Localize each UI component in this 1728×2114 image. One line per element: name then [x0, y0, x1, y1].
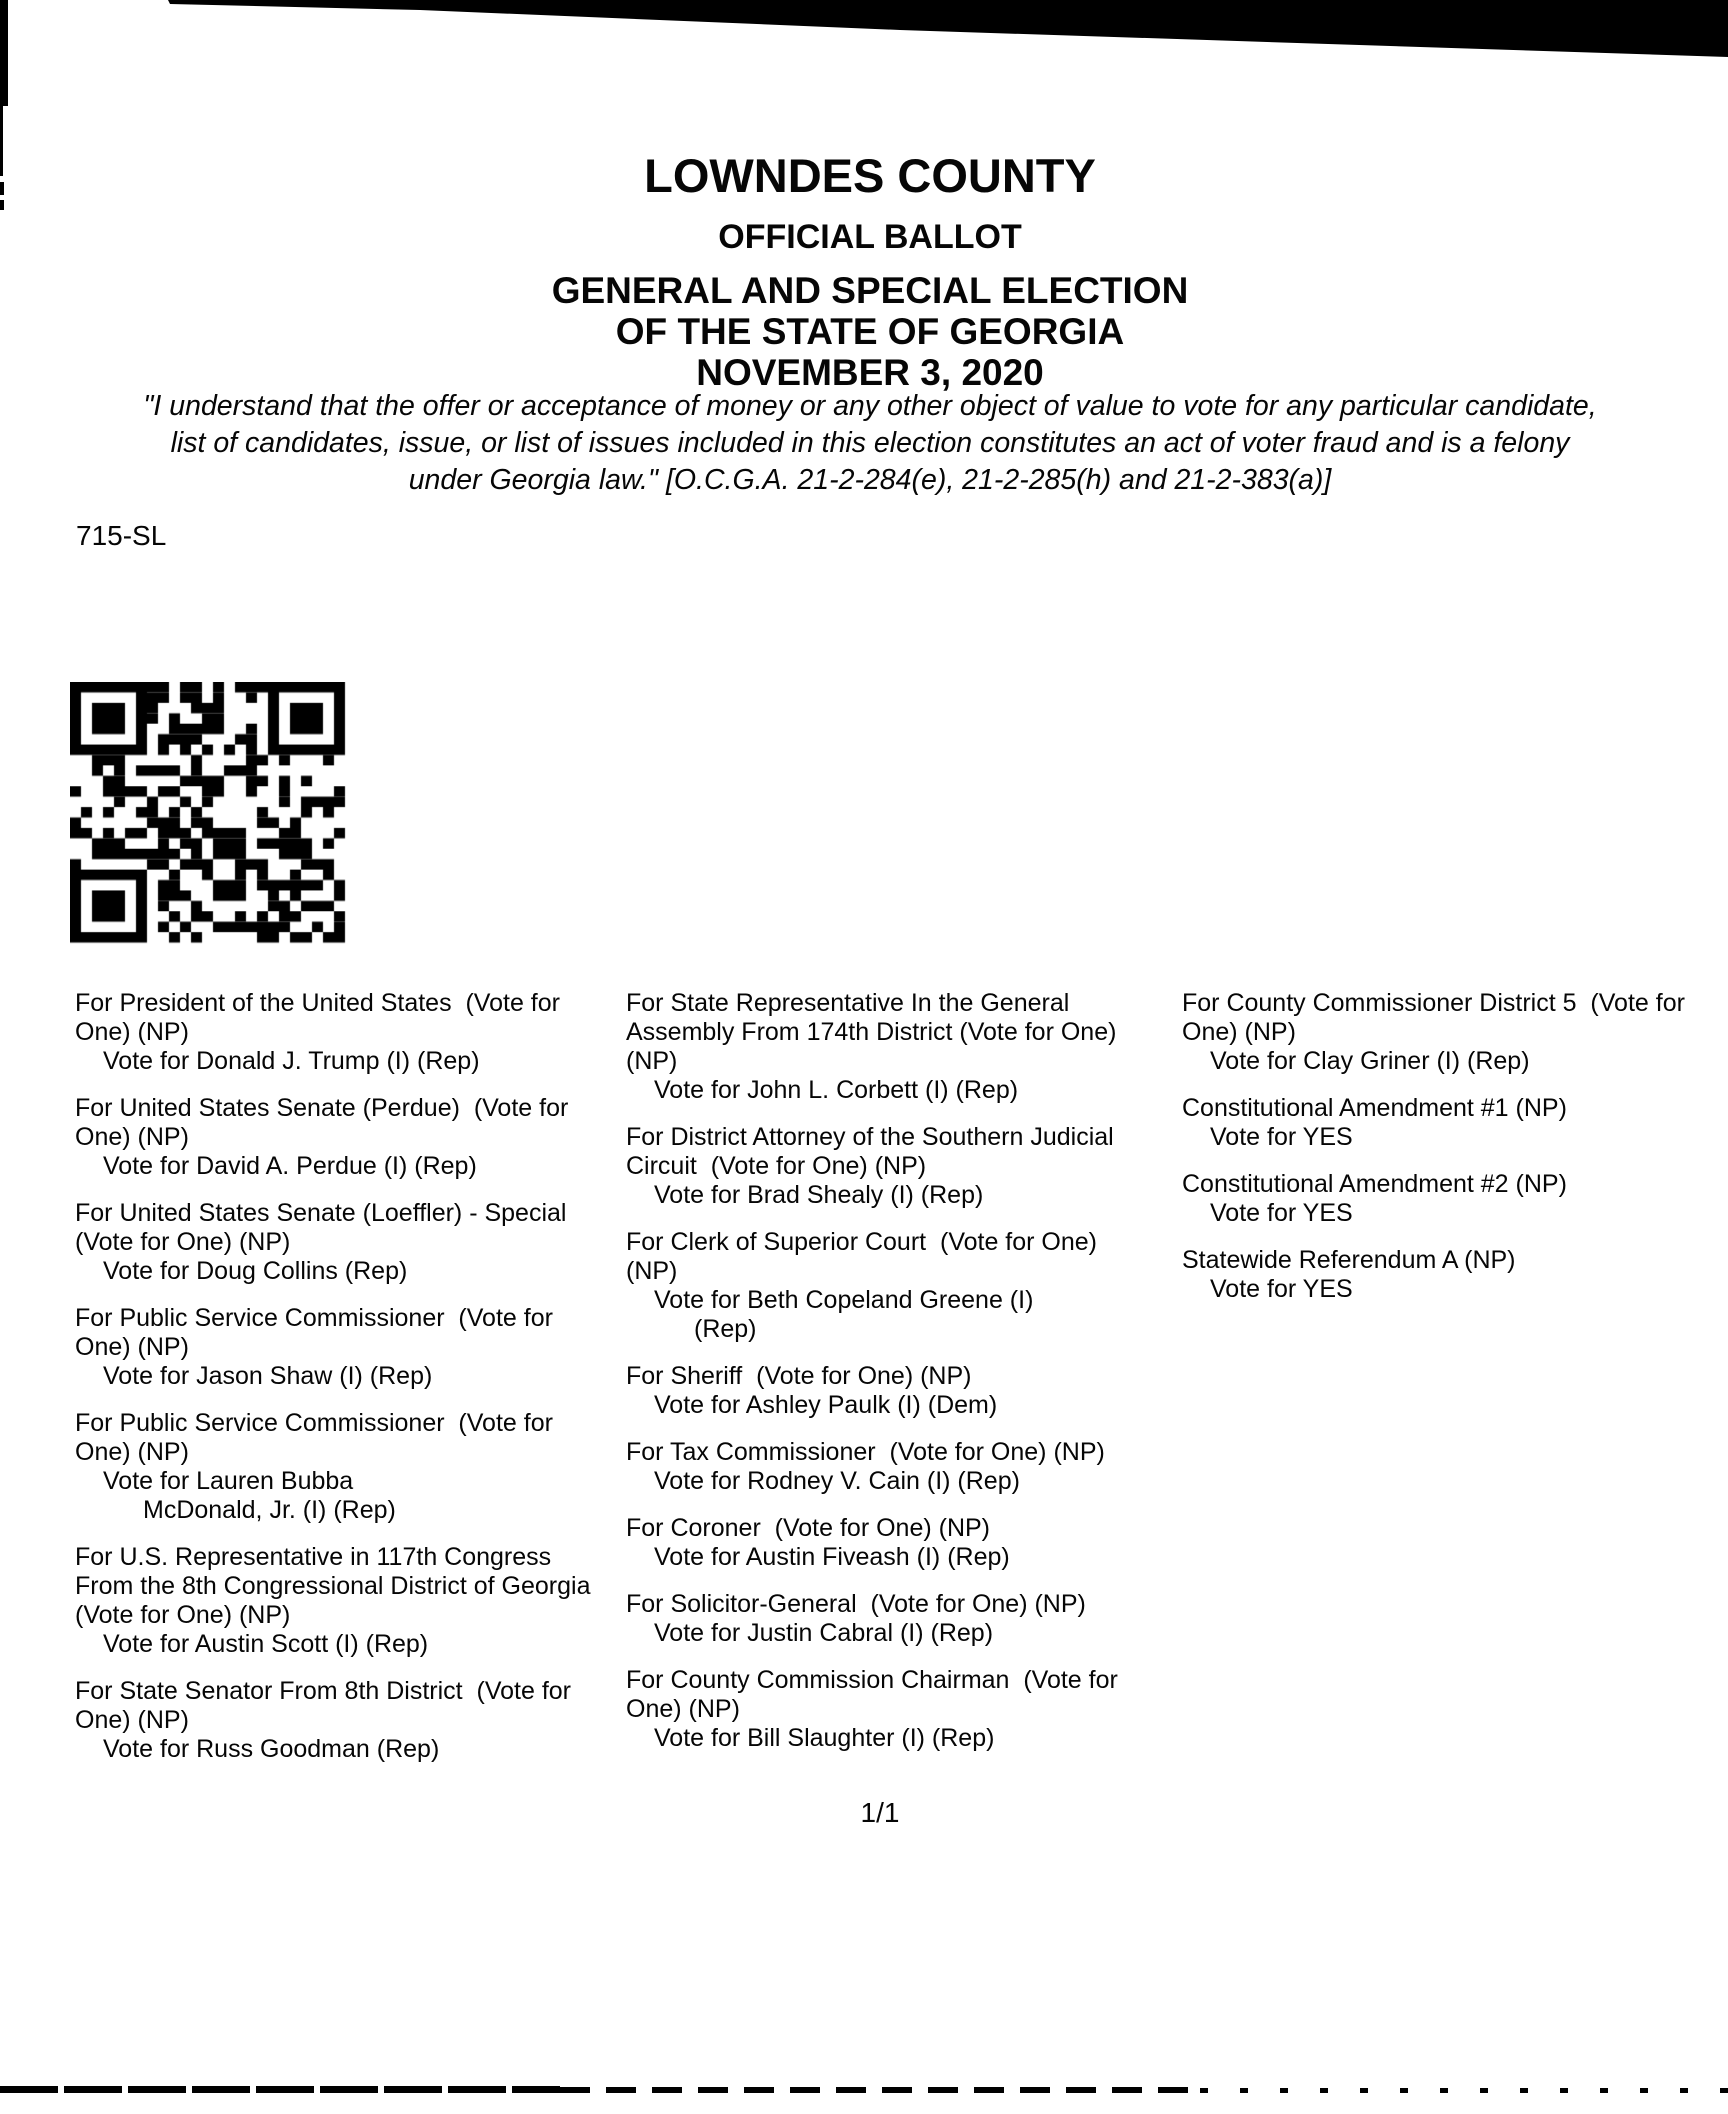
contest-title: For Solicitor-General (Vote for One) (NP): [626, 1590, 1086, 1618]
contest-vote: Vote for Clay Griner (I) (Rep): [1210, 1047, 1530, 1075]
contest-referendum-a: [1182, 1246, 1704, 1304]
contest-title: For State Representative In the General Assembly From 174th District (Vote for One) (NP): [626, 989, 1124, 1075]
contest-title: For United States Senate (Loeffler) - Special (Vote for One) (NP): [75, 1199, 581, 1256]
contest-vote: Vote for Ashley Paulk (I) (Dem): [654, 1391, 998, 1419]
ballot-type-title: OFFICIAL BALLOT: [718, 218, 1022, 256]
contest-vote: Vote for Donald J. Trump (I) (Rep): [103, 1047, 480, 1075]
contest-title: For Coroner (Vote for One) (NP): [626, 1514, 991, 1542]
contest-vote: Vote for YES: [1210, 1199, 1353, 1227]
contest-state-rep: [626, 989, 1138, 1105]
contest-solicitor-general: [626, 1590, 1138, 1648]
election-title-line1: GENERAL AND SPECIAL ELECTION: [551, 270, 1189, 311]
contest-title: For Tax Commissioner (Vote for One) (NP): [626, 1438, 1105, 1466]
election-title-line2: OF THE STATE OF GEORGIA: [615, 311, 1125, 352]
contest-vote-continued: McDonald, Jr. (I) (Rep): [143, 1496, 396, 1524]
contest-vote: Vote for YES: [1210, 1275, 1353, 1303]
contest-us-rep-117th: [75, 1543, 598, 1659]
contest-title: Statewide Referendum A (NP): [1182, 1246, 1516, 1274]
scan-artifact-top-edge: [0, 0, 1728, 60]
contest-vote: Vote for David A. Perdue (I) (Rep): [103, 1152, 477, 1180]
contest-vote-continued: (Rep): [694, 1315, 757, 1343]
ballot-header: [0, 150, 1728, 393]
disclaimer-line-2: list of candidates, issue, or list of issues included in this election constitutes an act of voter fraud and is a felony: [170, 427, 1570, 459]
scan-artifact-bottom-edge: [1200, 2088, 1728, 2093]
contest-vote: Vote for Brad Shealy (I) (Rep): [654, 1181, 984, 1209]
contest-title: For County Commissioner District 5 (Vote for One) (NP): [1182, 989, 1692, 1046]
contest-title: For United States Senate (Perdue) (Vote for One) (NP): [75, 1094, 576, 1151]
contest-title: Constitutional Amendment #1 (NP): [1182, 1094, 1567, 1122]
contest-vote: Vote for Austin Scott (I) (Rep): [103, 1630, 429, 1658]
scan-artifact-bottom-edge: [0, 2086, 560, 2093]
contest-vote: Vote for Beth Copeland Greene (I): [654, 1286, 1034, 1314]
contest-column-2: [626, 989, 1138, 1771]
ballot-style-code: 715-SL: [76, 520, 167, 551]
contest-vote: Vote for Justin Cabral (I) (Rep): [654, 1619, 994, 1647]
contest-state-senator: [75, 1677, 591, 1764]
contest-us-senate-perdue: [75, 1094, 591, 1181]
scan-artifact-bottom-edge: [560, 2087, 1200, 2093]
contest-title: For District Attorney of the Southern Judicial Circuit (Vote for One) (NP): [626, 1123, 1121, 1180]
disclaimer-line-3: under Georgia law." [O.C.G.A. 21-2-284(e), 21-2-285(h) and 21-2-383(a)]: [408, 464, 1332, 496]
contest-vote: Vote for John L. Corbett (I) (Rep): [654, 1076, 1019, 1104]
contest-vote: Vote for Russ Goodman (Rep): [103, 1735, 440, 1763]
contest-vote: Vote for YES: [1210, 1123, 1353, 1151]
county-title: LOWNDES COUNTY: [644, 149, 1096, 202]
contest-title: Constitutional Amendment #2 (NP): [1182, 1170, 1567, 1198]
contest-us-senate-loeffler: [75, 1199, 591, 1286]
contest-column-3: [1182, 989, 1704, 1322]
contest-clerk-superior-court: [626, 1228, 1138, 1344]
contest-district-attorney: [626, 1123, 1138, 1210]
election-date: NOVEMBER 3, 2020: [696, 352, 1044, 393]
contest-tax-commissioner: [626, 1438, 1138, 1496]
contest-president: [75, 989, 591, 1076]
contest-psc-1: [75, 1304, 591, 1391]
contest-title: For State Senator From 8th District (Vote for One) (NP): [75, 1677, 578, 1734]
contest-sheriff: [626, 1362, 1138, 1420]
voter-fraud-disclaimer: [0, 388, 1728, 499]
contest-amendment-1: [1182, 1094, 1704, 1152]
contest-vote: Vote for Jason Shaw (I) (Rep): [103, 1362, 433, 1390]
contest-title: For U.S. Representative in 117th Congress From the 8th Congressional District of Georgia (Vote for One) (NP): [75, 1543, 598, 1629]
contest-coroner: [626, 1514, 1138, 1572]
contest-title: For Public Service Commissioner (Vote for One) (NP): [75, 1409, 560, 1466]
contest-vote: Vote for Rodney V. Cain (I) (Rep): [654, 1467, 1020, 1495]
contest-title: For County Commission Chairman (Vote for One) (NP): [626, 1666, 1125, 1723]
contest-amendment-2: [1182, 1170, 1704, 1228]
contest-vote: Vote for Doug Collins (Rep): [103, 1257, 408, 1285]
contest-commission-chairman: [626, 1666, 1138, 1753]
contest-psc-2: [75, 1409, 591, 1525]
scan-artifact-left-bar: [0, 0, 8, 106]
disclaimer-line-1: "I understand that the offer or acceptance of money or any other object of value to vote for any particular candidate,: [143, 390, 1597, 422]
contest-title: For Clerk of Superior Court (Vote for One) (NP): [626, 1228, 1104, 1285]
contest-vote: Vote for Austin Fiveash (I) (Rep): [654, 1543, 1010, 1571]
contest-vote: Vote for Lauren Bubba: [103, 1467, 354, 1495]
contest-title: For President of the United States (Vote for One) (NP): [75, 989, 567, 1046]
contest-title: For Sheriff (Vote for One) (NP): [626, 1362, 972, 1390]
qr-code: [70, 682, 346, 944]
contest-title: For Public Service Commissioner (Vote for One) (NP): [75, 1304, 560, 1361]
contest-column-1: [75, 989, 598, 1782]
contest-county-commissioner-d5: [1182, 989, 1704, 1076]
contest-vote: Vote for Bill Slaughter (I) (Rep): [654, 1724, 995, 1752]
page-number: 1/1: [860, 1797, 900, 1828]
